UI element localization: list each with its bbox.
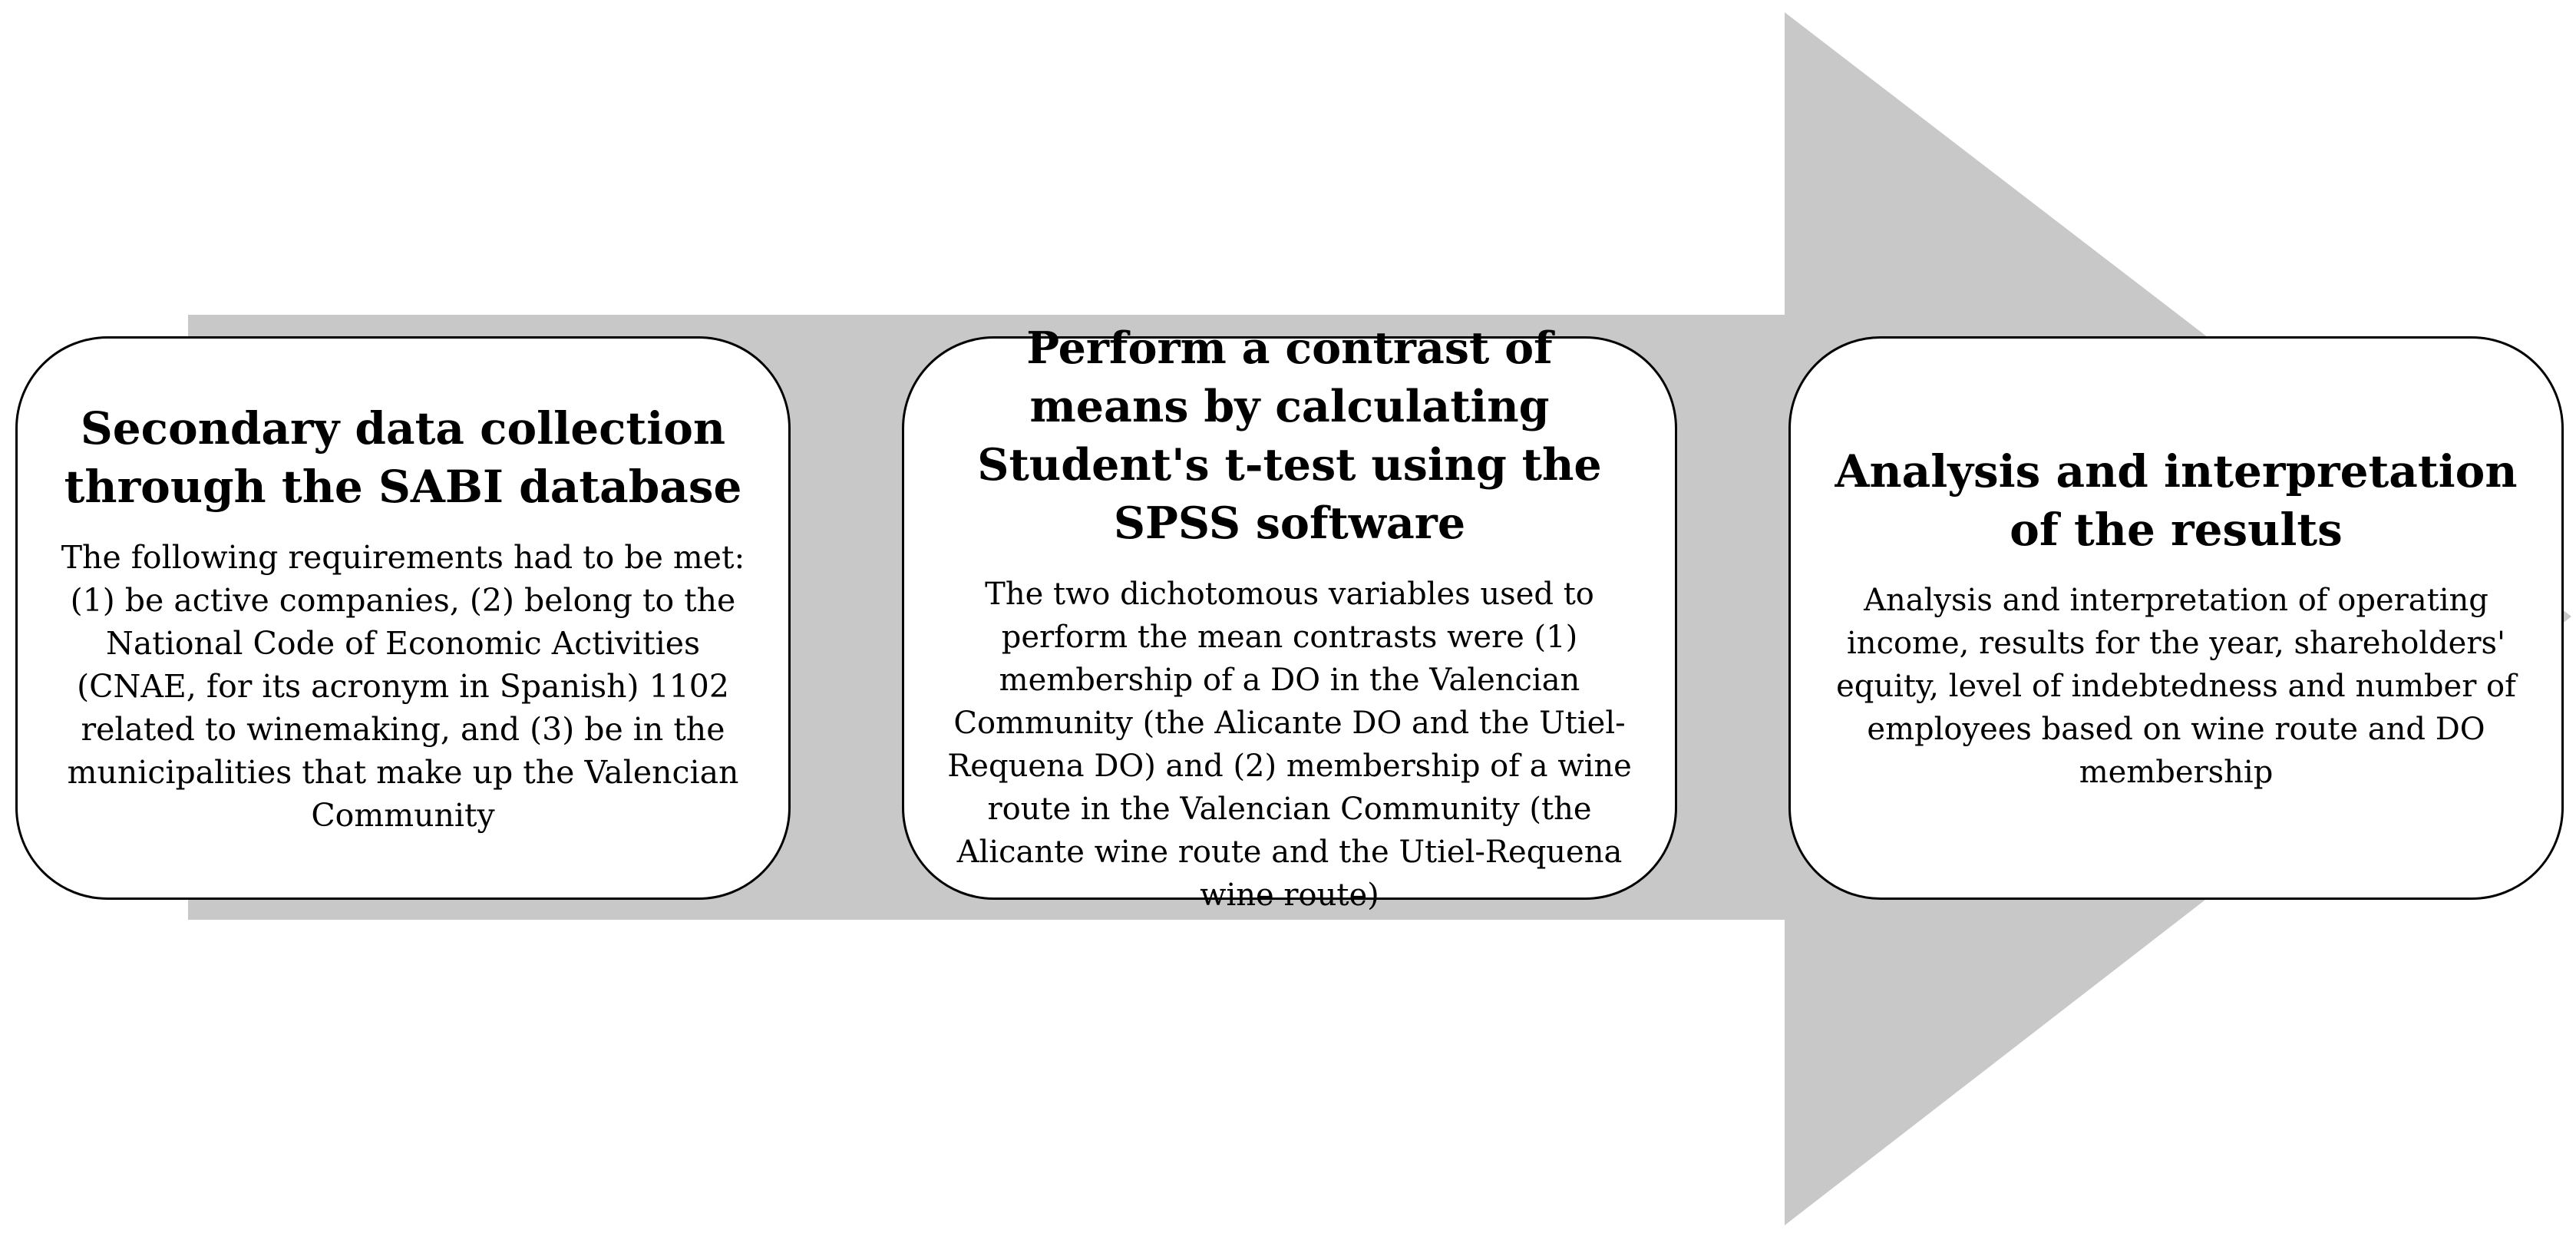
step-1-title: Secondary data collection through the SABI database [64, 402, 742, 513]
step-1-description: The following requirements had to be met:(1) be active companies, (2) belong to the National Code of Economic Activities (CNAE, for its acronym in Spanish) 1102 related to winemaking, and (3) be in the municipalities that make up the Valencian Community [61, 539, 745, 834]
step-1-box [15, 336, 791, 900]
step-2-description: The two dichotomous variables used to perform the mean contrasts were (1) membership of a DO in the Valencian Community (the Alicante DO and the Utiel-Requena DO) and (2) membership of a wine route in the Valencian Community (the Alicante wine route and the Utiel-Requena wine route) [947, 577, 1632, 913]
step-2-title: Perform a contrast of means by calculating Student's t-test using the SPSS software [977, 322, 1602, 549]
step-3-box [1788, 336, 2564, 900]
step-3-description: Analysis and interpretation of operating income, results for the year, shareholders' equity, level of indebtedness and number of employees based on wine route and DO membership [1836, 583, 2516, 790]
step-2-box [902, 322, 1677, 913]
step-3-title: Analysis and interpretation of the results [1835, 445, 2518, 556]
